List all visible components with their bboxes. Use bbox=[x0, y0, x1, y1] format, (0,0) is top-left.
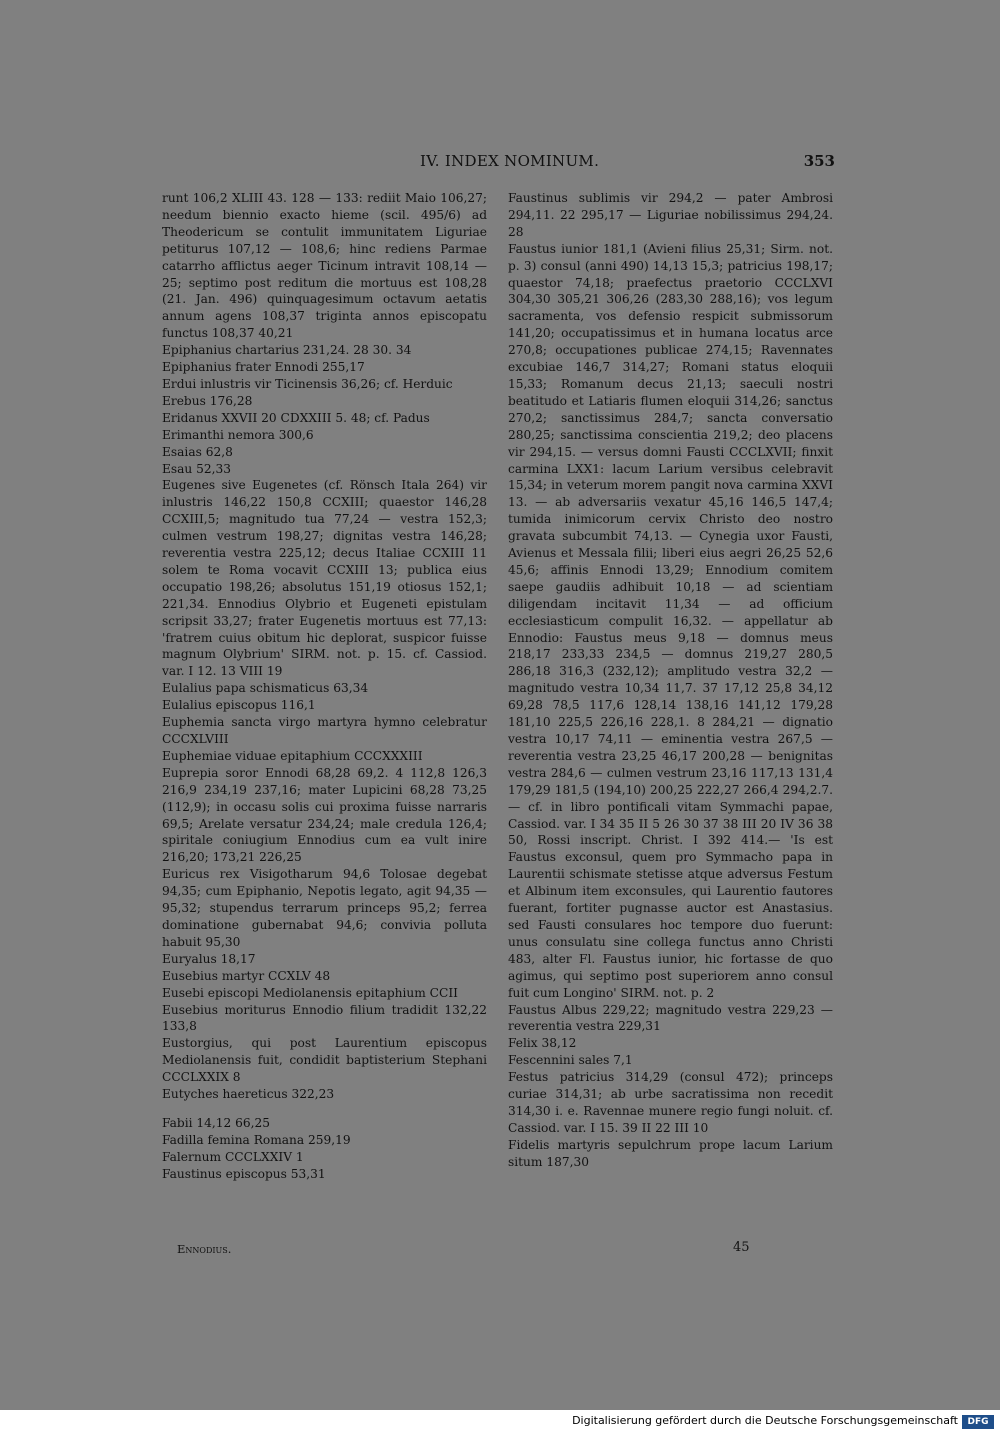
dfg-logo: DFG bbox=[962, 1415, 994, 1429]
index-entry: Euprepia soror Ennodi 68,28 69,2. 4 112,8 126,3 216,9 234,19 237,16; mater Lupicini 68,28 73,25 (112,9); in occasu solis cui proxima fuisse narraris 69,5; Arelate versatur 234,24; male credula 126,4; spiritale coniugium Ennodius cum ea vult inire 216,20; 173,21 226,25 bbox=[162, 765, 487, 865]
index-column-right bbox=[508, 190, 833, 1171]
index-entry: Fadilla femina Romana 259,19 bbox=[162, 1132, 351, 1147]
running-header: IV. INDEX NOMINUM. bbox=[420, 152, 600, 170]
index-entry: Falernum CCCLXXIV 1 bbox=[162, 1149, 304, 1164]
index-entry: Felix 38,12 bbox=[508, 1036, 577, 1051]
footer-signature: Ennodius. bbox=[177, 1242, 232, 1256]
index-entry: Eridanus XXVII 20 CDXXIII 5. 48; cf. Padus bbox=[162, 410, 430, 425]
index-entry: Esaias 62,8 bbox=[162, 444, 233, 459]
index-entry: Festus patricius 314,29 (consul 472); princeps curiae 314,31; ab urbe sacratissima non recedit 314,30 i. e. Ravennae munere regio fungi noluit. cf. Cassiod. var. I 15. 39 II 22 III 10 bbox=[508, 1070, 833, 1135]
index-entry: Eusebi episcopi Mediolanensis epitaphium CCII bbox=[162, 985, 458, 1000]
index-entry: Erdui inlustris vir Ticinensis 36,26; cf. Herduic bbox=[162, 376, 453, 391]
index-entry: Eustorgius, qui post Laurentium episcopus Mediolanensis fuit, condidit baptisterium Stephani CCCLXXIX 8 bbox=[162, 1036, 487, 1085]
index-entry: Erebus 176,28 bbox=[162, 393, 253, 408]
index-entry: Eusebius martyr CCXLV 48 bbox=[162, 968, 331, 983]
index-entry: Fidelis martyris sepulchrum prope lacum Larium situm 187,30 bbox=[508, 1137, 833, 1169]
sheet-number: 45 bbox=[733, 1240, 750, 1255]
index-column-left bbox=[162, 190, 487, 1183]
index-entry: Faustinus sublimis vir 294,2 — pater Ambrosi 294,11. 22 295,17 — Liguriae nobilissimus 294,24. 28 bbox=[508, 191, 833, 239]
index-entry: Fabii 14,12 66,25 bbox=[162, 1115, 271, 1130]
funding-text: Digitalisierung gefördert durch die Deutsche Forschungsgemeinschaft bbox=[572, 1414, 958, 1427]
index-entry: Erimanthi nemora 300,6 bbox=[162, 427, 314, 442]
index-entry: Euricus rex Visigotharum 94,6 Tolosae degebat 94,35; cum Epiphanio, Nepotis legato, agit 94,35 — 95,32; stupendus terrarum princeps 95,2; ferrea dominatione gubernabat 94,6; convivia polluta habuit 95,30 bbox=[162, 867, 487, 949]
index-entry: Faustinus episcopus 53,31 bbox=[162, 1166, 326, 1181]
index-entry: Euryalus 18,17 bbox=[162, 951, 256, 966]
index-entry: Eugenes sive Eugenetes (cf. Rönsch Itala 264) vir inlustris 146,22 150,8 CCXIII; quaestor 146,28 CCXIII,5; magnitudo tua 77,24 — vestra 152,3; culmen vestrum 198,27; dignitas vestra 146,28; reverentia vestra 225,12; decus Italiae CCXIII 11 solem te Roma vocavit CCXIII 13; publica eius occupatio 198,26; absolutus 151,19 otiosus 152,1; 221,34. Ennodius Olybrio et Eugeneti epistulam scripsit 33,27; frater Eugenetis mortuus est 77,13: 'fratrem cuius obitum hic deplorat, suspicor fuisse magnum Olybrium' SIRM. not. p. 15. cf. Cassiod. var. I 12. 13 VIII 19 bbox=[162, 478, 487, 679]
entry-gap bbox=[162, 1103, 487, 1115]
index-entry: Esau 52,33 bbox=[162, 461, 232, 476]
index-entry: Euphemiae viduae epitaphium CCCXXXIII bbox=[162, 748, 423, 763]
index-entry: Faustus iunior 181,1 (Avieni filius 25,31; Sirm. not. p. 3) consul (anni 490) 14,13 15,3; patricius 198,17; quaestor 74,18; praefectus praetorio CCCLXVI 304,30 305,21 306,26 (283,30 288,16); vos legum sacramenta, vos defensio respicit submissorum 141,20; occupatissimus et in humana locatus arce 270,8; occupationes publicae 274,15; Ravennates excubiae 146,7 314,27; Romani status eloquii 15,33; Romanum decus 21,13; saeculi nostri beatitudo et Latiaris flumen eloquii 314,26; sanctus 270,2; sanctissimus 284,7; sancta conversatio 280,25; sanctissima conscientia 219,2; deo placens vir 294,15. — versus domni Fausti CCCLXVII; finxit carmina LXX1: lacum Larium versibus celebravit 15,34; in veterum morem pangit nova carmina XXVI 13. — ab adversariis vexatur 45,16 146,5 147,4; tumida inimicorum cervix Christo deo nostro gravata subcumbit 74,13. — Cynegia uxor Fausti, Avienus et Messala filii; liberi eius aegri 26,25 52,6 45,6; affinis Ennodi 13,29; Ennodium comitem saepe gaudiis adhibuit 10,18 — ad scientiam diligendam incitavit 11,34 — ad officium ecclesiasticum compulit 16,32. — appellatur ab Ennodio: Faustus meus 9,18 — domnus meus 218,17 233,33 234,5 — domnus 219,27 280,5 286,18 316,3 (232,12); amplitudo vestra 32,2 — magnitudo vestra 10,34 11,7. 37 17,12 25,8 34,12 69,28 78,5 117,6 128,14 138,16 141,12 179,28 181,10 225,5 226,16 228,1. 8 284,21 — dignatio vestra 10,17 74,11 — eminentia vestra 267,5 — reverentia vestra 23,25 46,17 200,28 — benignitas vestra 284,6 — culmen vestrum 23,16 117,13 131,4 179,29 181,5 (194,10) 200,25 222,27 266,4 294,2.7. — cf. in libro pontificali vitam Symmachi papae, Cassiod. var. I 34 35 II 5 26 30 37 38 III 20 IV 36 38 50, Rossi inscript. Christ. I 392 414.— 'Is est Faustus exconsul, quem pro Symmacho papa in Laurentii schismate stetisse atque adversus Festum et Albinum item exconsules, qui Laurentio fautores fuerant, fortiter pugnasse auctor est Anastasius. sed Fausti consulares hoc tempore duo fuerunt: unus consulatu sine collega functus anno Christi 483, alter Fl. Faustus iunior, hic fortasse de quo agimus, qui septimo post superiorem anno consul fuit cum Longino' SIRM. not. p. 2 bbox=[508, 241, 833, 1000]
index-entry: Epiphanius chartarius 231,24. 28 30. 34 bbox=[162, 343, 412, 358]
index-entry: Eulalius papa schismaticus 63,34 bbox=[162, 681, 369, 696]
funding-banner bbox=[0, 1410, 1000, 1434]
page-number: 353 bbox=[803, 152, 835, 170]
index-entry: Eusebius moriturus Ennodio filium tradidit 132,22 133,8 bbox=[162, 1002, 487, 1034]
index-entry: Eulalius episcopus 116,1 bbox=[162, 698, 316, 713]
index-entry: Euphemia sancta virgo martyra hymno celebratur CCCXLVIII bbox=[162, 715, 487, 746]
index-entry: runt 106,2 XLIII 43. 128 — 133: rediit Maio 106,27; needum biennio exacto hieme (scil. 495/6) ad Theodericum se contulit immunitatem Liguriae petiturus 107,12 — 108,6; hinc rediens Parmae catarrho afflictus aeger Ticinum intravit 108,14 — 25; septimo post reditum die mortuus est 108,28 (21. Jan. 496) quinquagesimum octavum aetatis annum agens 108,37 triginta annos episcopatu functus 108,37 40,21 bbox=[162, 191, 487, 341]
index-entry: Faustus Albus 229,22; magnitudo vestra 229,23 — reverentia vestra 229,31 bbox=[508, 1002, 833, 1034]
index-entry: Fescennini sales 7,1 bbox=[508, 1053, 633, 1068]
index-entry: Epiphanius frater Ennodi 255,17 bbox=[162, 360, 365, 375]
index-entry: Eutyches haereticus 322,23 bbox=[162, 1087, 335, 1102]
